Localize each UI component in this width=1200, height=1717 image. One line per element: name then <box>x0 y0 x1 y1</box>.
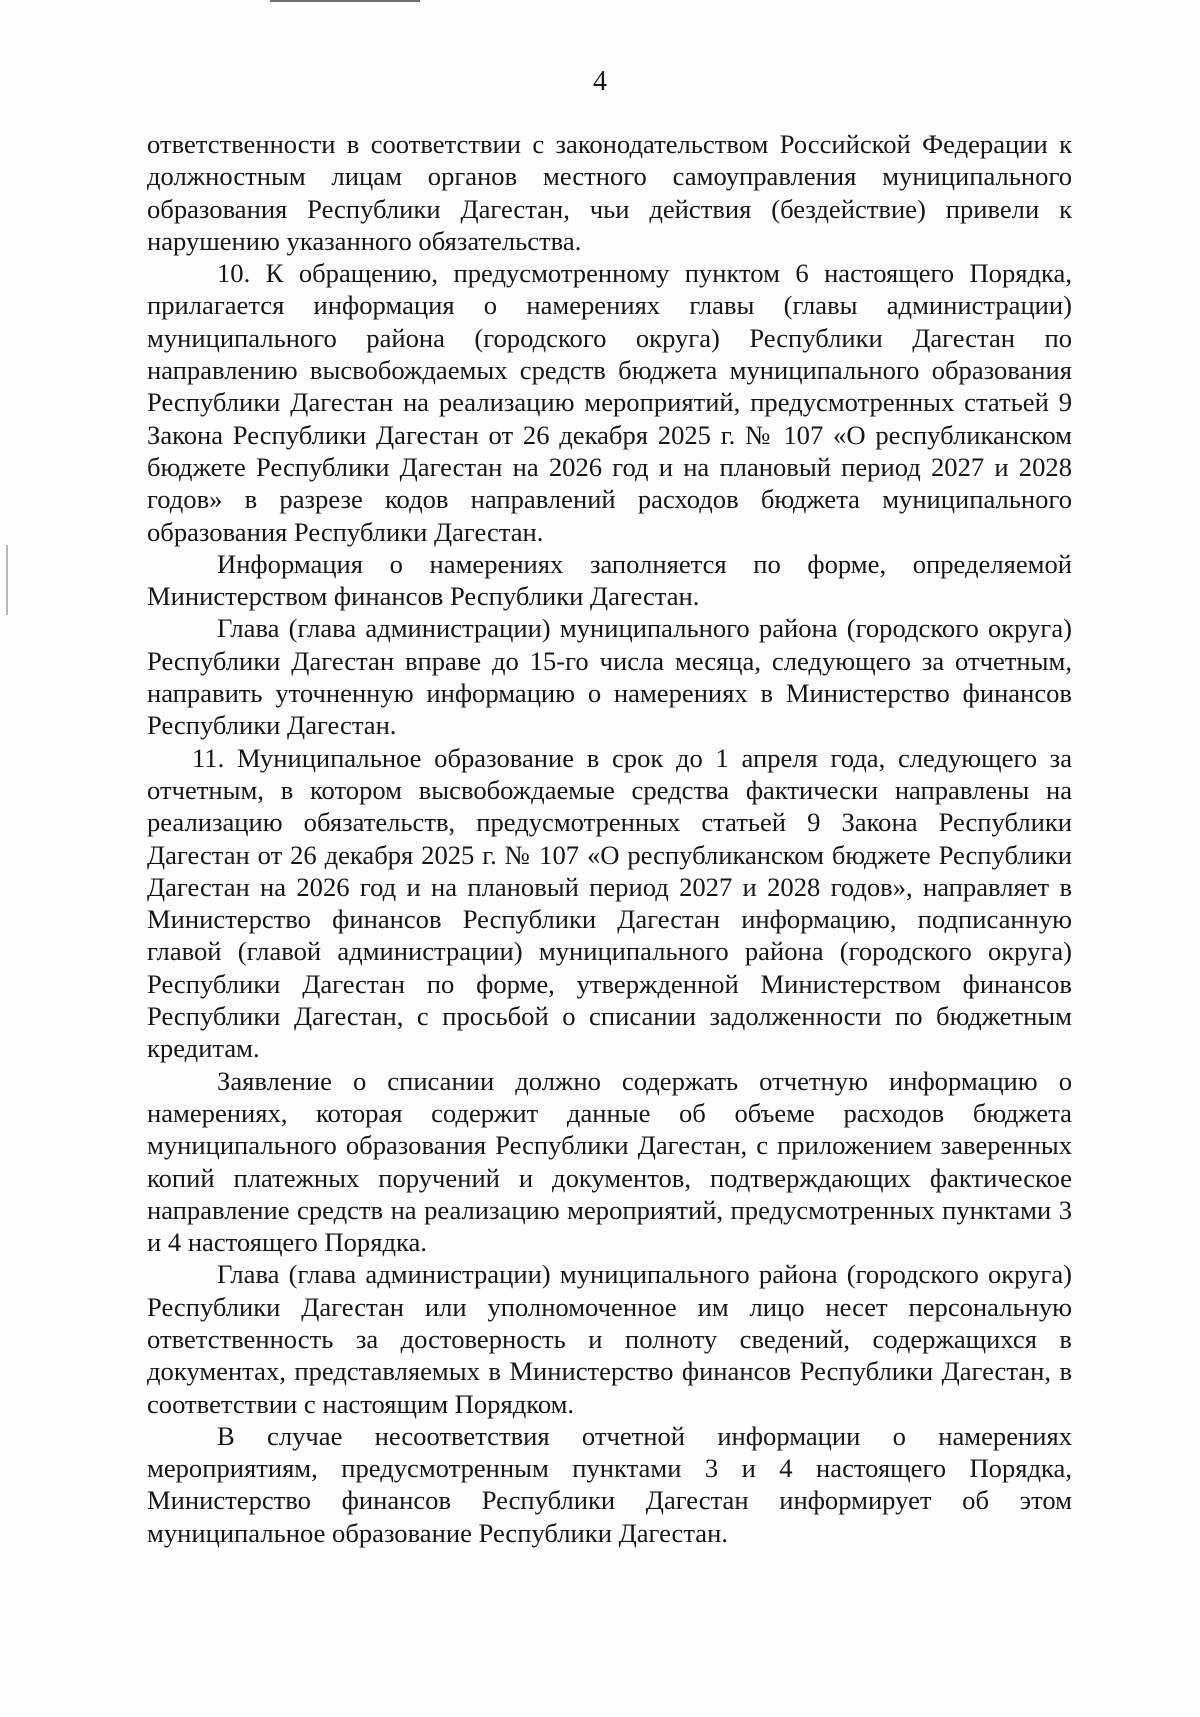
paragraph-liability-continuation: ответственности в соответствии с законодательством Российской Федерации к должностным лицам органов местного самоуправления муниципального образования Республики Дагестан, чьи действия (бездействие) привели к нарушению указанного обязательства. <box>147 129 1072 256</box>
document-body <box>147 128 1072 1549</box>
paragraph-nonconformity: В случае несоответствия отчетной информации о намерениях мероприятиям, предусмотренным пунктами 3 и 4 настоящего Порядка, Министерство финансов Республики Дагестан информирует об этом муниципальное образование Республики Дагестан. <box>147 1420 1072 1548</box>
scan-margin-mark <box>6 545 8 615</box>
paragraph-responsibility: Глава (глава администрации) муниципального района (городского округа) Республики Дагестан или уполномоченное им лицо несет персональную ответственность за достоверность и полноту сведений, содержащихся в документах, представляемых в Министерство финансов Республики Дагестан, в соответствии с настоящим Порядком. <box>147 1259 1072 1419</box>
paragraph-updated-information: Глава (глава администрации) муниципального района (городского округа) Республики Дагестан вправе до 15-го числа месяца, следующего за отчетным, направить уточненную информацию о намерениях в Министерство финансов Республики Дагестан. <box>147 613 1072 741</box>
paragraph-item-10: 10. К обращению, предусмотренному пунктом 6 настоящего Порядка, прилагается информация о намерениях главы (главы администрации) муниципального района (городского округа) Республики Дагестан по направлению высвобождаемых средств бюджета муниципального образования Республики Дагестан на реализацию мероприятий, предусмотренных статьей 9 Закона Республики Дагестан от 26 декабря 2025 г. № 107 «О республиканском бюджете Республики Дагестан на 2026 год и на плановый период 2027 и 2028 годов» в разрезе кодов направлений расходов бюджета муниципального образования Республики Дагестан. <box>147 258 1072 547</box>
paragraph-intentions-form: Информация о намерениях заполняется по форме, определяемой Министерством финансов Республики Дагестан. <box>147 548 1072 612</box>
scan-edge-mark <box>270 0 420 2</box>
page-number: 4 <box>593 66 607 97</box>
paragraph-item-11: 11. Муниципальное образование в срок до 1 апреля года, следующего за отчетным, в котором высвобождаемые средства фактически направлены на реализацию обязательств, предусмотренных статьей 9 Закона Республики Дагестан от 26 декабря 2025 г. № 107 «О республиканском бюджете Республики Дагестан на 2026 год и на плановый период 2027 и 2028 годов», направляет в Министерство финансов Республики Дагестан информацию, подписанную главой (главой администрации) муниципального района (городского округа) Республики Дагестан по форме, утвержденной Министерством финансов Республики Дагестан, с просьбой о списании задолженности по бюджетным кредитам. <box>147 742 1072 1064</box>
paragraph-write-off-application: Заявление о списании должно содержать отчетную информацию о намерениях, которая содержит данные об объеме расходов бюджета муниципального образования Республики Дагестан, с приложением заверенных копий платежных поручений и документов, подтверждающих фактическое направление средств на реализацию мероприятий, предусмотренных пунктами 3 и 4 настоящего Порядка. <box>147 1065 1072 1258</box>
